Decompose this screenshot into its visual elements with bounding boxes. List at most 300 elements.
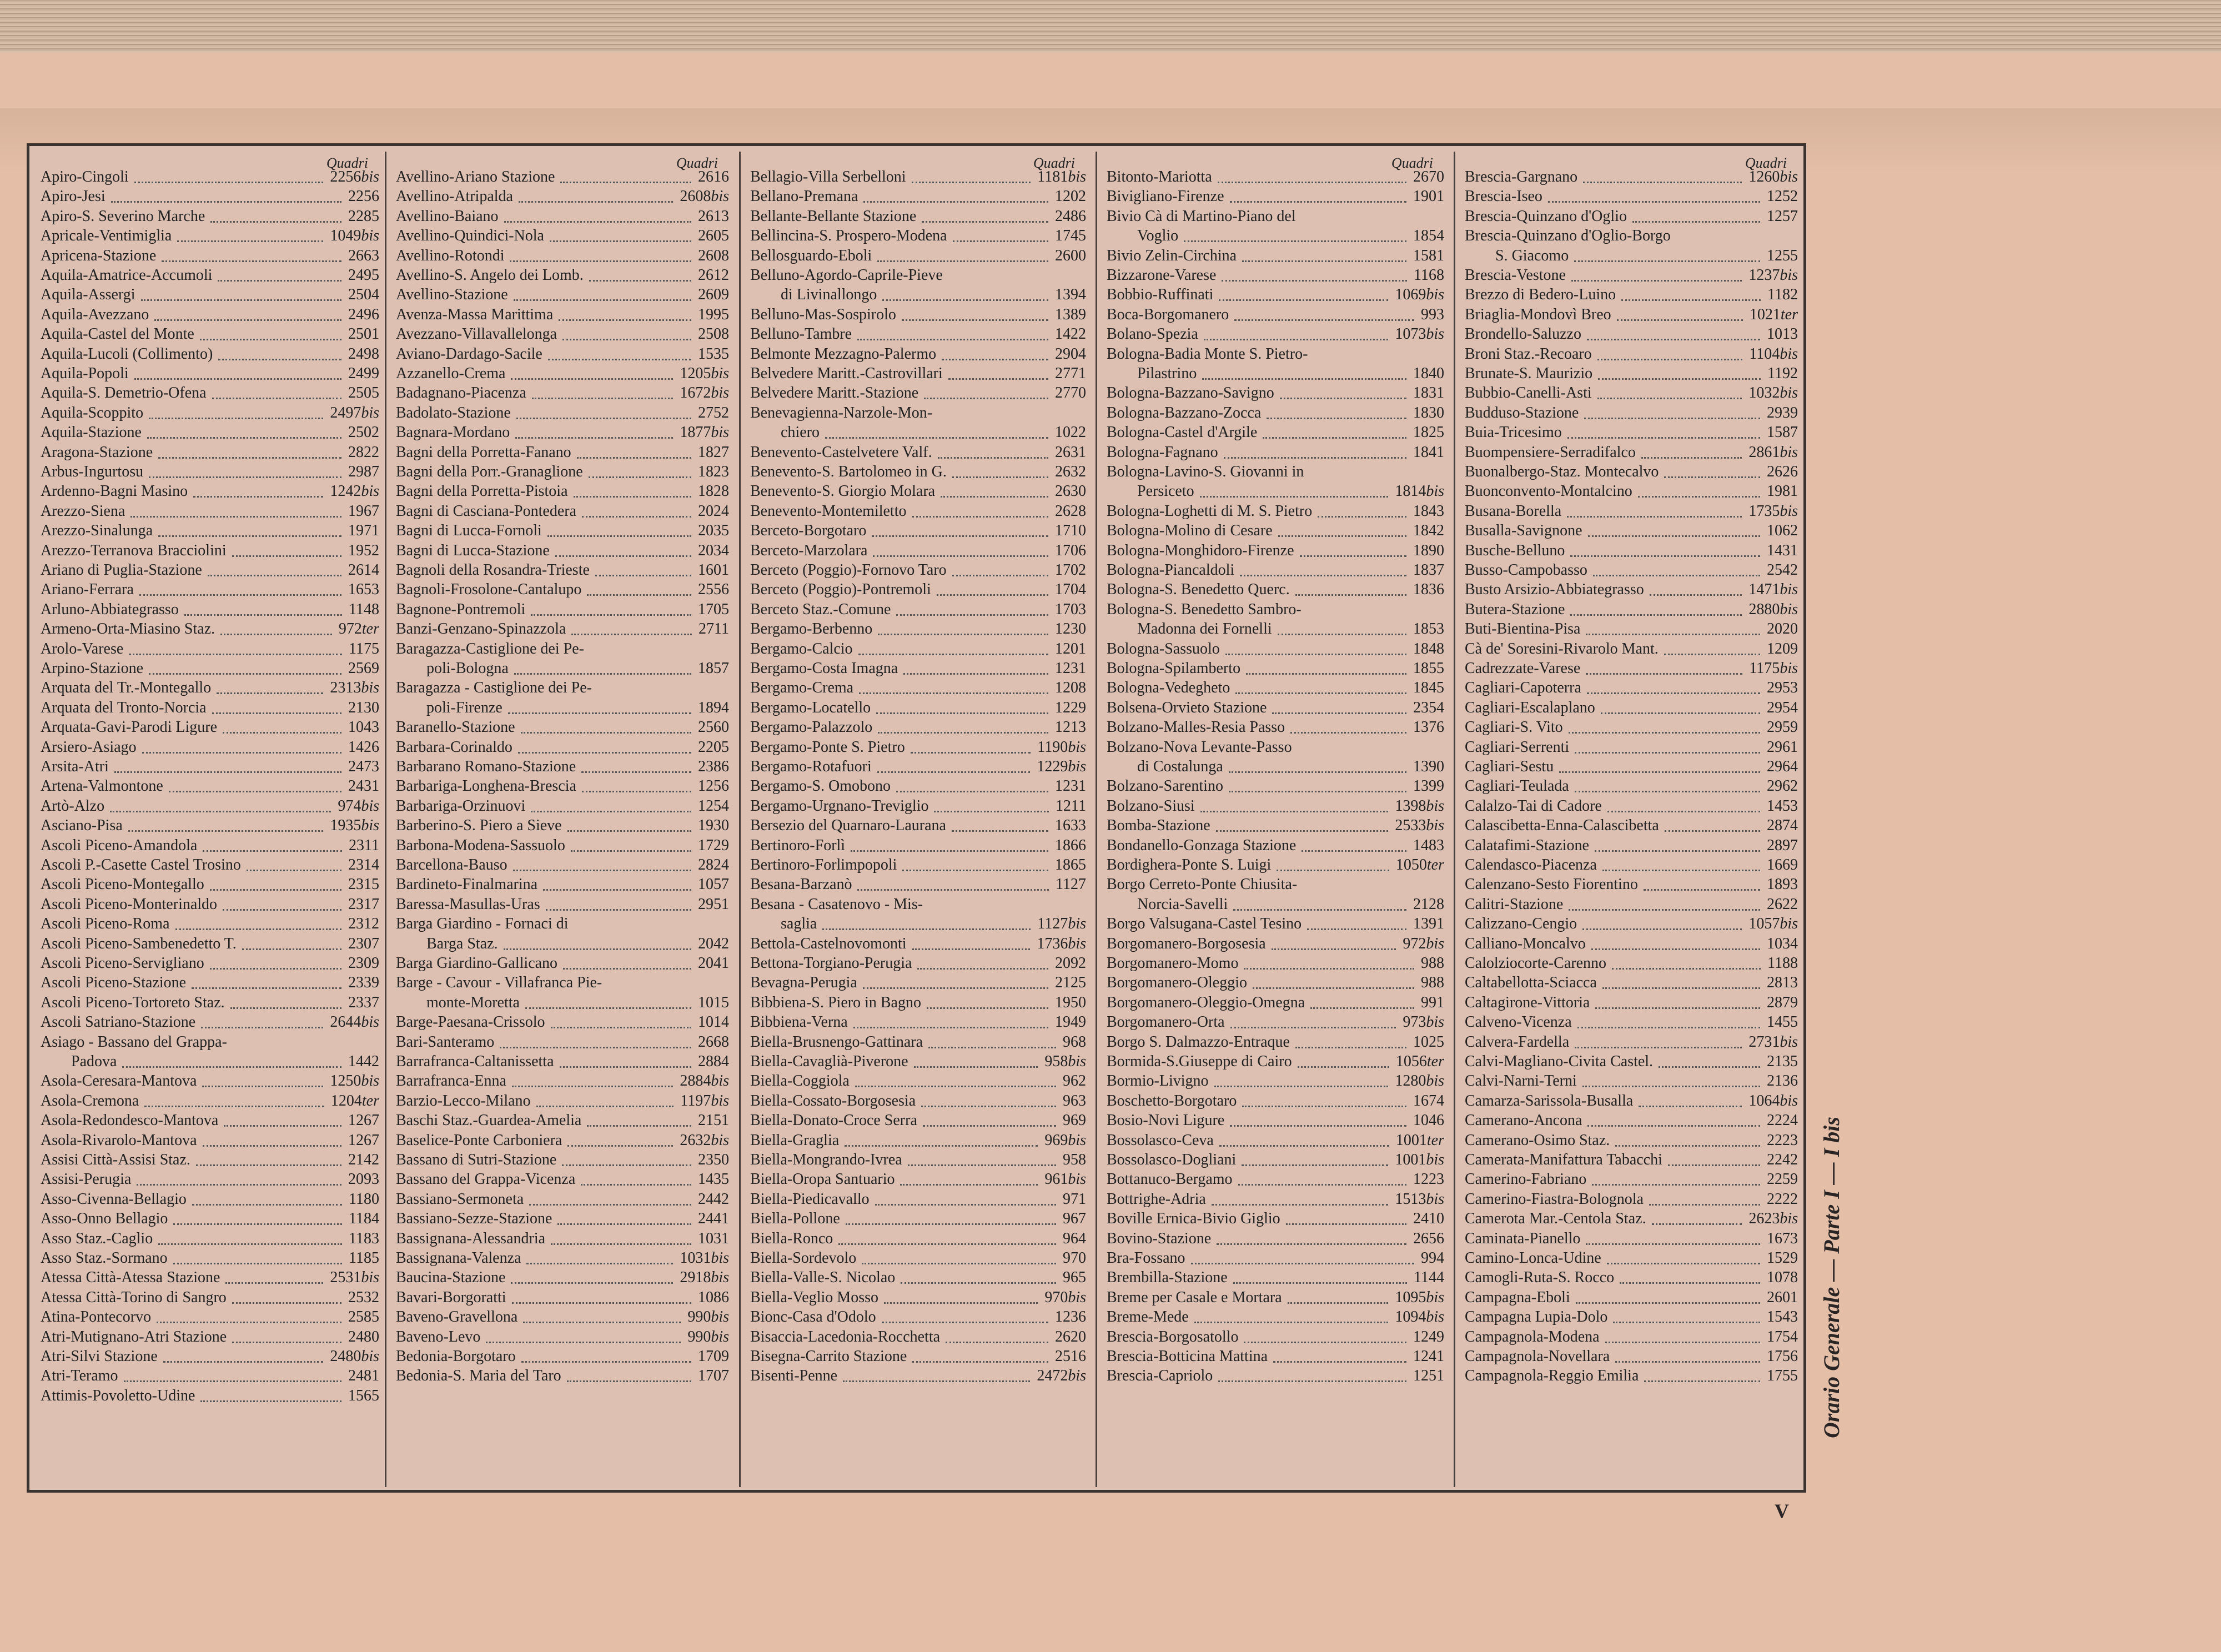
entry-table-number: 1710 [1055, 522, 1086, 540]
entry-name: Bovino-Stazione [1107, 1229, 1212, 1247]
entry-name: Camerino-Fabriano [1465, 1171, 1587, 1188]
entry-name: Ariano di Puglia-Stazione [41, 561, 202, 579]
entry-name: Benevento-Castelvetere Valf. [750, 443, 932, 461]
dot-leader [173, 1222, 342, 1225]
index-entry [396, 542, 729, 561]
entry-table-number: 1581 [1413, 247, 1444, 264]
index-entry [1107, 1328, 1444, 1348]
entry-name: Besana - Casatenovo - Mis- [750, 895, 923, 913]
entry-table-number: 1633 [1055, 817, 1086, 835]
dot-leader [938, 456, 1048, 459]
entry-table-number: 1901 [1413, 188, 1444, 205]
entry-name: Bassiano-Sezze-Stazione [396, 1210, 552, 1228]
entry-table-number: 1236 [1055, 1308, 1086, 1326]
dot-leader [1219, 1144, 1389, 1147]
entry-name: Borgomanero-Momo [1107, 955, 1239, 972]
index-entry [41, 247, 379, 267]
dot-leader [1280, 396, 1406, 399]
entry-table-number: 2024 [698, 502, 729, 520]
entry-table-number: 1192 [1767, 365, 1798, 382]
entry-name: Berceto-Marzolara [750, 541, 868, 559]
index-entry [396, 1328, 729, 1348]
dot-leader [217, 691, 323, 694]
entry-name: Arezzo-Siena [41, 502, 125, 520]
index-entry [750, 1328, 1086, 1348]
dot-leader [1230, 1124, 1406, 1127]
entry-table-number: 1587 [1767, 424, 1798, 441]
entry-name: Atina-Pontecorvo [41, 1308, 152, 1326]
entry-table-number: 1455 [1767, 1013, 1798, 1031]
dot-leader [223, 731, 341, 734]
dot-leader [1575, 790, 1760, 792]
dot-leader [901, 1281, 1056, 1284]
entry-name: Avellino-Baiano [396, 207, 499, 225]
entry-table-number: 1260bis [1748, 168, 1798, 185]
index-entry [750, 561, 1086, 581]
entry-name: Campagnola-Reggio Emilia [1465, 1367, 1639, 1385]
index-entry [41, 837, 379, 856]
dot-leader [1567, 436, 1760, 439]
entry-name: Borgomanero-Borgosesia [1107, 935, 1266, 952]
index-entry [1465, 325, 1798, 345]
dot-leader [139, 593, 341, 596]
entry-table-number: 1251 [1413, 1367, 1444, 1385]
dot-leader [902, 868, 1048, 871]
dot-leader [525, 1006, 691, 1009]
entry-name: Assisi-Perugia [41, 1171, 132, 1188]
entry-table-number: 1745 [1055, 227, 1086, 245]
entry-name: Calveno-Vicenza [1465, 1013, 1572, 1031]
dot-leader [1649, 1203, 1760, 1206]
index-entry [750, 384, 1086, 404]
entry-name: Avellino-Stazione [396, 286, 508, 304]
dot-leader [559, 318, 691, 321]
entry-table-number: 969bis [1044, 1131, 1086, 1149]
entry-name: Camarza-Sarissola-Busalla [1465, 1092, 1634, 1109]
dot-leader [232, 1301, 341, 1304]
index-entry [1107, 325, 1444, 345]
index-entry [396, 581, 729, 600]
index-entry [1465, 719, 1798, 738]
dot-leader [512, 1084, 673, 1087]
dot-leader [550, 239, 691, 242]
entry-table-number: 2605 [698, 227, 729, 245]
entry-table-number: 2600 [1055, 247, 1086, 264]
entry-name: Barbarano Romano-Stazione [396, 758, 576, 775]
index-entry [1107, 601, 1444, 620]
entry-table-number: 2035 [698, 522, 729, 540]
dot-leader [912, 947, 1031, 950]
index-entry [1107, 679, 1444, 699]
dot-leader [177, 239, 323, 242]
dot-leader [858, 652, 1048, 655]
dot-leader [878, 731, 1048, 734]
index-entry [1465, 601, 1798, 620]
entry-name: Ardenno-Bagni Masino [41, 483, 188, 500]
entry-name: Barberino-S. Piero a Sieve [396, 817, 562, 835]
entry-name: Cagliari-S. Vito [1465, 719, 1563, 736]
entry-name: Calenzano-Sesto Fiorentino [1465, 876, 1638, 893]
entry-table-number: 1073bis [1395, 325, 1444, 343]
entry-name: Attimis-Povoletto-Udine [41, 1387, 195, 1404]
entry-name: Broni Staz.-Recoaro [1465, 345, 1592, 363]
dot-leader [149, 475, 341, 478]
entry-name: Benevento-S. Bartolomeo in G. [750, 463, 947, 480]
index-entry [41, 876, 379, 895]
entry-table-number: 1705 [698, 600, 729, 618]
index-entry [750, 797, 1086, 817]
dot-leader [546, 908, 691, 911]
dot-leader [1277, 868, 1389, 871]
entry-name: Biella-Cossato-Borgosesia [750, 1092, 916, 1109]
index-entry [396, 561, 729, 581]
dot-leader [1298, 1065, 1389, 1068]
dot-leader [825, 436, 1048, 439]
entry-table-number: 2142 [348, 1151, 379, 1168]
entry-table-number: 2516 [1055, 1348, 1086, 1365]
dot-leader [1278, 632, 1406, 635]
entry-name: Asso-Onno Bellagio [41, 1210, 168, 1228]
index-entry [1107, 935, 1444, 955]
index-entry [1465, 188, 1798, 207]
entry-table-number: 1202 [1055, 188, 1086, 205]
index-entry [1465, 384, 1798, 404]
entry-table-number: 2632 [1055, 463, 1086, 480]
dot-leader [1605, 1340, 1760, 1343]
index-entry [750, 483, 1086, 502]
index-entry [396, 1072, 729, 1092]
index-entry [1107, 758, 1444, 777]
entry-table-number: 1057bis [1748, 915, 1798, 933]
entry-name: Busana-Borella [1465, 502, 1562, 520]
index-entry [1465, 286, 1798, 305]
entry-table-number: 2224 [1767, 1112, 1798, 1129]
index-entry [1465, 758, 1798, 777]
dot-leader [514, 672, 691, 675]
dot-leader [872, 534, 1048, 537]
entry-name: Artò-Alzo [41, 797, 105, 815]
index-entry [41, 1033, 379, 1053]
index-entry [1465, 503, 1798, 522]
dot-leader [1577, 1026, 1760, 1028]
dot-leader [200, 1399, 341, 1402]
index-entry [41, 777, 379, 797]
entry-name: Bologna-Loghetti di M. S. Pietro [1107, 502, 1313, 520]
index-entry [1465, 1151, 1798, 1171]
entry-table-number: 1031 [698, 1229, 729, 1247]
entry-name: Busto Arsizio-Abbiategrasso [1465, 581, 1644, 599]
entry-name: Bellincina-S. Prospero-Modena [750, 227, 947, 245]
entry-table-number: 1183 [349, 1229, 379, 1247]
entry-table-number: 2962 [1767, 777, 1798, 795]
index-entry [1107, 1191, 1444, 1210]
entry-name: Barga Giardino-Gallicano [396, 955, 558, 972]
dot-leader [1217, 1242, 1406, 1245]
index-entry [396, 856, 729, 876]
entry-name: Bagnara-Mordano [396, 424, 510, 441]
entry-table-number: 2135 [1767, 1053, 1798, 1070]
dot-leader [111, 200, 341, 203]
dot-leader [1592, 1183, 1760, 1186]
entry-name: Biella-Piedicavallo [750, 1190, 870, 1208]
dot-leader [220, 632, 332, 635]
entry-name: Aquila-Amatrice-Accumoli [41, 267, 213, 284]
entry-table-number: 1837 [1413, 561, 1444, 579]
entry-table-number: 1735bis [1748, 502, 1798, 520]
entry-table-number: 1431 [1767, 541, 1798, 559]
entry-table-number: 2442 [698, 1190, 729, 1208]
dot-leader [516, 416, 691, 419]
dot-leader [1593, 574, 1760, 576]
entry-table-number: 1840 [1413, 365, 1444, 382]
entry-table-number: 2879 [1767, 993, 1798, 1011]
index-entry [396, 404, 729, 424]
dot-leader [851, 849, 1048, 852]
dot-leader [952, 574, 1048, 576]
entry-table-number: 2897 [1767, 836, 1798, 854]
entry-table-number: 2223 [1767, 1131, 1798, 1149]
entry-name: Baveno-Gravellona [396, 1308, 518, 1326]
entry-table-number: 1188 [1767, 955, 1798, 972]
entry-table-number: 961bis [1044, 1171, 1086, 1188]
dot-leader [1587, 691, 1760, 694]
entry-table-number: 1209 [1767, 640, 1798, 657]
entry-table-number: 1831 [1413, 384, 1444, 402]
index-entry [41, 1387, 379, 1407]
index-entry [1107, 660, 1444, 679]
entry-table-number: 1201 [1055, 640, 1086, 657]
dot-leader [1300, 554, 1407, 557]
entry-table-number: 1893 [1767, 876, 1798, 893]
dot-leader [1575, 751, 1760, 754]
index-entry [396, 1132, 729, 1151]
entry-name: Bagni di Lucca-Stazione [396, 541, 550, 559]
entry-table-number: 1184 [349, 1210, 379, 1228]
dot-leader [1242, 1104, 1406, 1107]
entry-table-number: 2481 [348, 1367, 379, 1385]
entry-table-number: 1836 [1413, 581, 1444, 599]
index-entry [1465, 797, 1798, 817]
dot-leader [1659, 1065, 1760, 1068]
index-entry [1107, 384, 1444, 404]
dot-leader [1310, 1006, 1414, 1009]
entry-name: Ascoli Piceno-Tortoreto Staz. [41, 993, 225, 1011]
entry-table-number: 1144 [1414, 1269, 1444, 1287]
entry-name: Bagnone-Pontremoli [396, 600, 526, 618]
entry-table-number: 2431 [348, 777, 379, 795]
entry-table-number: 1565 [348, 1387, 379, 1404]
entry-name: Bibbiena-Verna [750, 1013, 848, 1031]
dot-leader [1601, 711, 1760, 714]
entry-table-number: 1046 [1413, 1112, 1444, 1129]
entry-table-number: 972ter [338, 620, 379, 638]
index-entry [41, 227, 379, 247]
entry-name: Biella-Coggiola [750, 1072, 850, 1090]
index-column [1465, 152, 1798, 1487]
dot-leader [1652, 1222, 1742, 1225]
entry-name: Belluno-Agordo-Caprile-Pieve [750, 267, 943, 284]
entry-name: Artena-Valmontone [41, 777, 163, 795]
entry-name: Arolo-Varese [41, 640, 124, 657]
entry-table-number: 1543 [1767, 1308, 1798, 1326]
index-entry [750, 1367, 1086, 1387]
entry-table-number: 1704 [1055, 581, 1086, 599]
index-entry [750, 542, 1086, 561]
entry-name: Aquila-Scoppito [41, 404, 144, 421]
entry-table-number: 1001bis [1395, 1151, 1444, 1168]
entry-table-number: 1981 [1767, 483, 1798, 500]
index-entry [41, 188, 379, 207]
entry-name: Arezzo-Sinalunga [41, 522, 153, 540]
dot-leader [1273, 1360, 1406, 1363]
entry-table-number: 1032bis [1748, 384, 1798, 402]
dot-leader [158, 1242, 342, 1245]
index-entry [1465, 168, 1798, 188]
dot-leader [845, 1144, 1038, 1147]
dot-leader [518, 751, 691, 754]
dot-leader [1238, 1183, 1406, 1186]
index-entry [396, 876, 729, 895]
dot-leader [1665, 829, 1760, 832]
index-entry [41, 1348, 379, 1367]
entry-table-number: 1825 [1413, 424, 1444, 441]
dot-leader [1595, 1006, 1760, 1009]
index-entry [41, 1367, 379, 1387]
dot-leader [862, 1262, 1056, 1264]
entry-table-number: 2560 [698, 719, 729, 736]
index-entry [41, 1191, 379, 1210]
entry-name: Budduso-Stazione [1465, 404, 1579, 421]
index-entry [1107, 503, 1444, 522]
index-entry [41, 1112, 379, 1131]
entry-name: Belvedere Maritt.-Castrovillari [750, 365, 943, 382]
dot-leader [500, 1046, 691, 1048]
index-entry [1107, 817, 1444, 836]
entry-name: Bellosguardo-Eboli [750, 247, 872, 264]
entry-table-number: 2480bis [330, 1348, 379, 1365]
entry-name: Camerota Mar.-Centola Staz. [1465, 1210, 1646, 1228]
dot-leader [838, 1242, 1056, 1245]
entry-table-number: 1442 [348, 1053, 379, 1070]
entry-table-number: 972bis [1403, 935, 1444, 952]
entry-name: Barbariga-Longhena-Brescia [396, 777, 576, 795]
dot-leader [521, 1360, 691, 1363]
dot-leader [184, 613, 342, 616]
entry-table-number: 1830 [1413, 404, 1444, 421]
index-entry [1465, 1348, 1798, 1367]
index-entry [1107, 1249, 1444, 1269]
dot-leader [1641, 456, 1742, 459]
entry-name: Cadrezzate-Varese [1465, 660, 1581, 677]
dot-leader [1586, 1242, 1760, 1245]
entry-table-number: 2354 [1413, 699, 1444, 716]
index-entry [1107, 856, 1444, 876]
index-entry [41, 601, 379, 620]
dot-leader [162, 259, 341, 262]
entry-table-number: 2504 [348, 286, 379, 304]
index-entry [41, 1013, 379, 1033]
index-entry [41, 955, 379, 974]
index-entry [1107, 1269, 1444, 1288]
entry-table-number: 1025 [1413, 1033, 1444, 1051]
index-entry [1107, 561, 1444, 581]
entry-name: Bolzano-Siusi [1107, 797, 1195, 815]
dot-leader [1591, 947, 1760, 950]
index-entry [1107, 1171, 1444, 1190]
dot-leader [863, 986, 1048, 989]
dot-leader [1584, 416, 1760, 419]
entry-name: Bologna-Bazzano-Zocca [1107, 404, 1262, 421]
index-entry [750, 404, 1086, 424]
entry-table-number: 1069bis [1395, 286, 1444, 304]
index-entry [41, 1249, 379, 1269]
dot-leader [1575, 1046, 1742, 1048]
entry-name: Bedonia-S. Maria del Taro [396, 1367, 561, 1385]
entry-name: Borgomanero-Oleggio [1107, 974, 1247, 992]
dot-leader [201, 1026, 323, 1028]
entry-name: Baranello-Stazione [396, 719, 515, 736]
index-entry [1107, 286, 1444, 305]
index-entry [1465, 1013, 1798, 1033]
entry-table-number: 2631 [1055, 443, 1086, 461]
entry-table-number: 1223 [1413, 1171, 1444, 1188]
entry-table-number: 2964 [1767, 758, 1798, 775]
entry-name: Bergamo-Rotafuori [750, 758, 872, 775]
index-entry [1107, 522, 1444, 541]
index-entry [1107, 306, 1444, 325]
index-entry [750, 1112, 1086, 1131]
entry-table-number: 1182 [1767, 286, 1798, 304]
dot-leader [917, 967, 1048, 970]
index-entry [41, 424, 379, 443]
dot-leader [1224, 456, 1406, 459]
dot-leader [1235, 691, 1406, 694]
entry-table-number: 2656 [1413, 1229, 1444, 1247]
index-entry [1107, 188, 1444, 207]
dot-leader [581, 770, 691, 773]
index-entry [750, 247, 1086, 267]
entry-name: Bagni della Porretta-Pistoia [396, 483, 568, 500]
entry-name: Caminata-Pianello [1465, 1229, 1581, 1247]
index-entry [1465, 935, 1798, 955]
index-entry [41, 719, 379, 738]
entry-name: Camerano-Osimo Staz. [1465, 1131, 1610, 1149]
index-entry [750, 522, 1086, 541]
entry-name: Camogli-Ruta-S. Rocco [1465, 1269, 1615, 1287]
entry-name: Avenza-Massa Marittima [396, 305, 554, 323]
dot-leader [232, 554, 341, 557]
dot-leader [141, 298, 341, 301]
dot-leader [129, 652, 342, 655]
entry-table-number: 991 [1421, 993, 1444, 1011]
entry-table-number: 2954 [1767, 699, 1798, 716]
dot-leader [1214, 1084, 1389, 1087]
entry-name: Berceto Staz.-Comune [750, 600, 891, 618]
index-entry [41, 640, 379, 660]
entry-name: Arpino-Stazione [41, 660, 144, 677]
dot-leader [1569, 908, 1760, 911]
index-entry [41, 1072, 379, 1092]
dot-leader [1583, 180, 1742, 183]
index-entry [396, 797, 729, 817]
dot-leader [902, 318, 1048, 321]
index-entry [1465, 640, 1798, 660]
entry-table-number: 1064bis [1748, 1092, 1798, 1109]
index-entry [396, 994, 729, 1013]
entry-table-number: 2242 [1767, 1151, 1798, 1168]
index-entry [396, 286, 729, 305]
index-entry [41, 1151, 379, 1171]
